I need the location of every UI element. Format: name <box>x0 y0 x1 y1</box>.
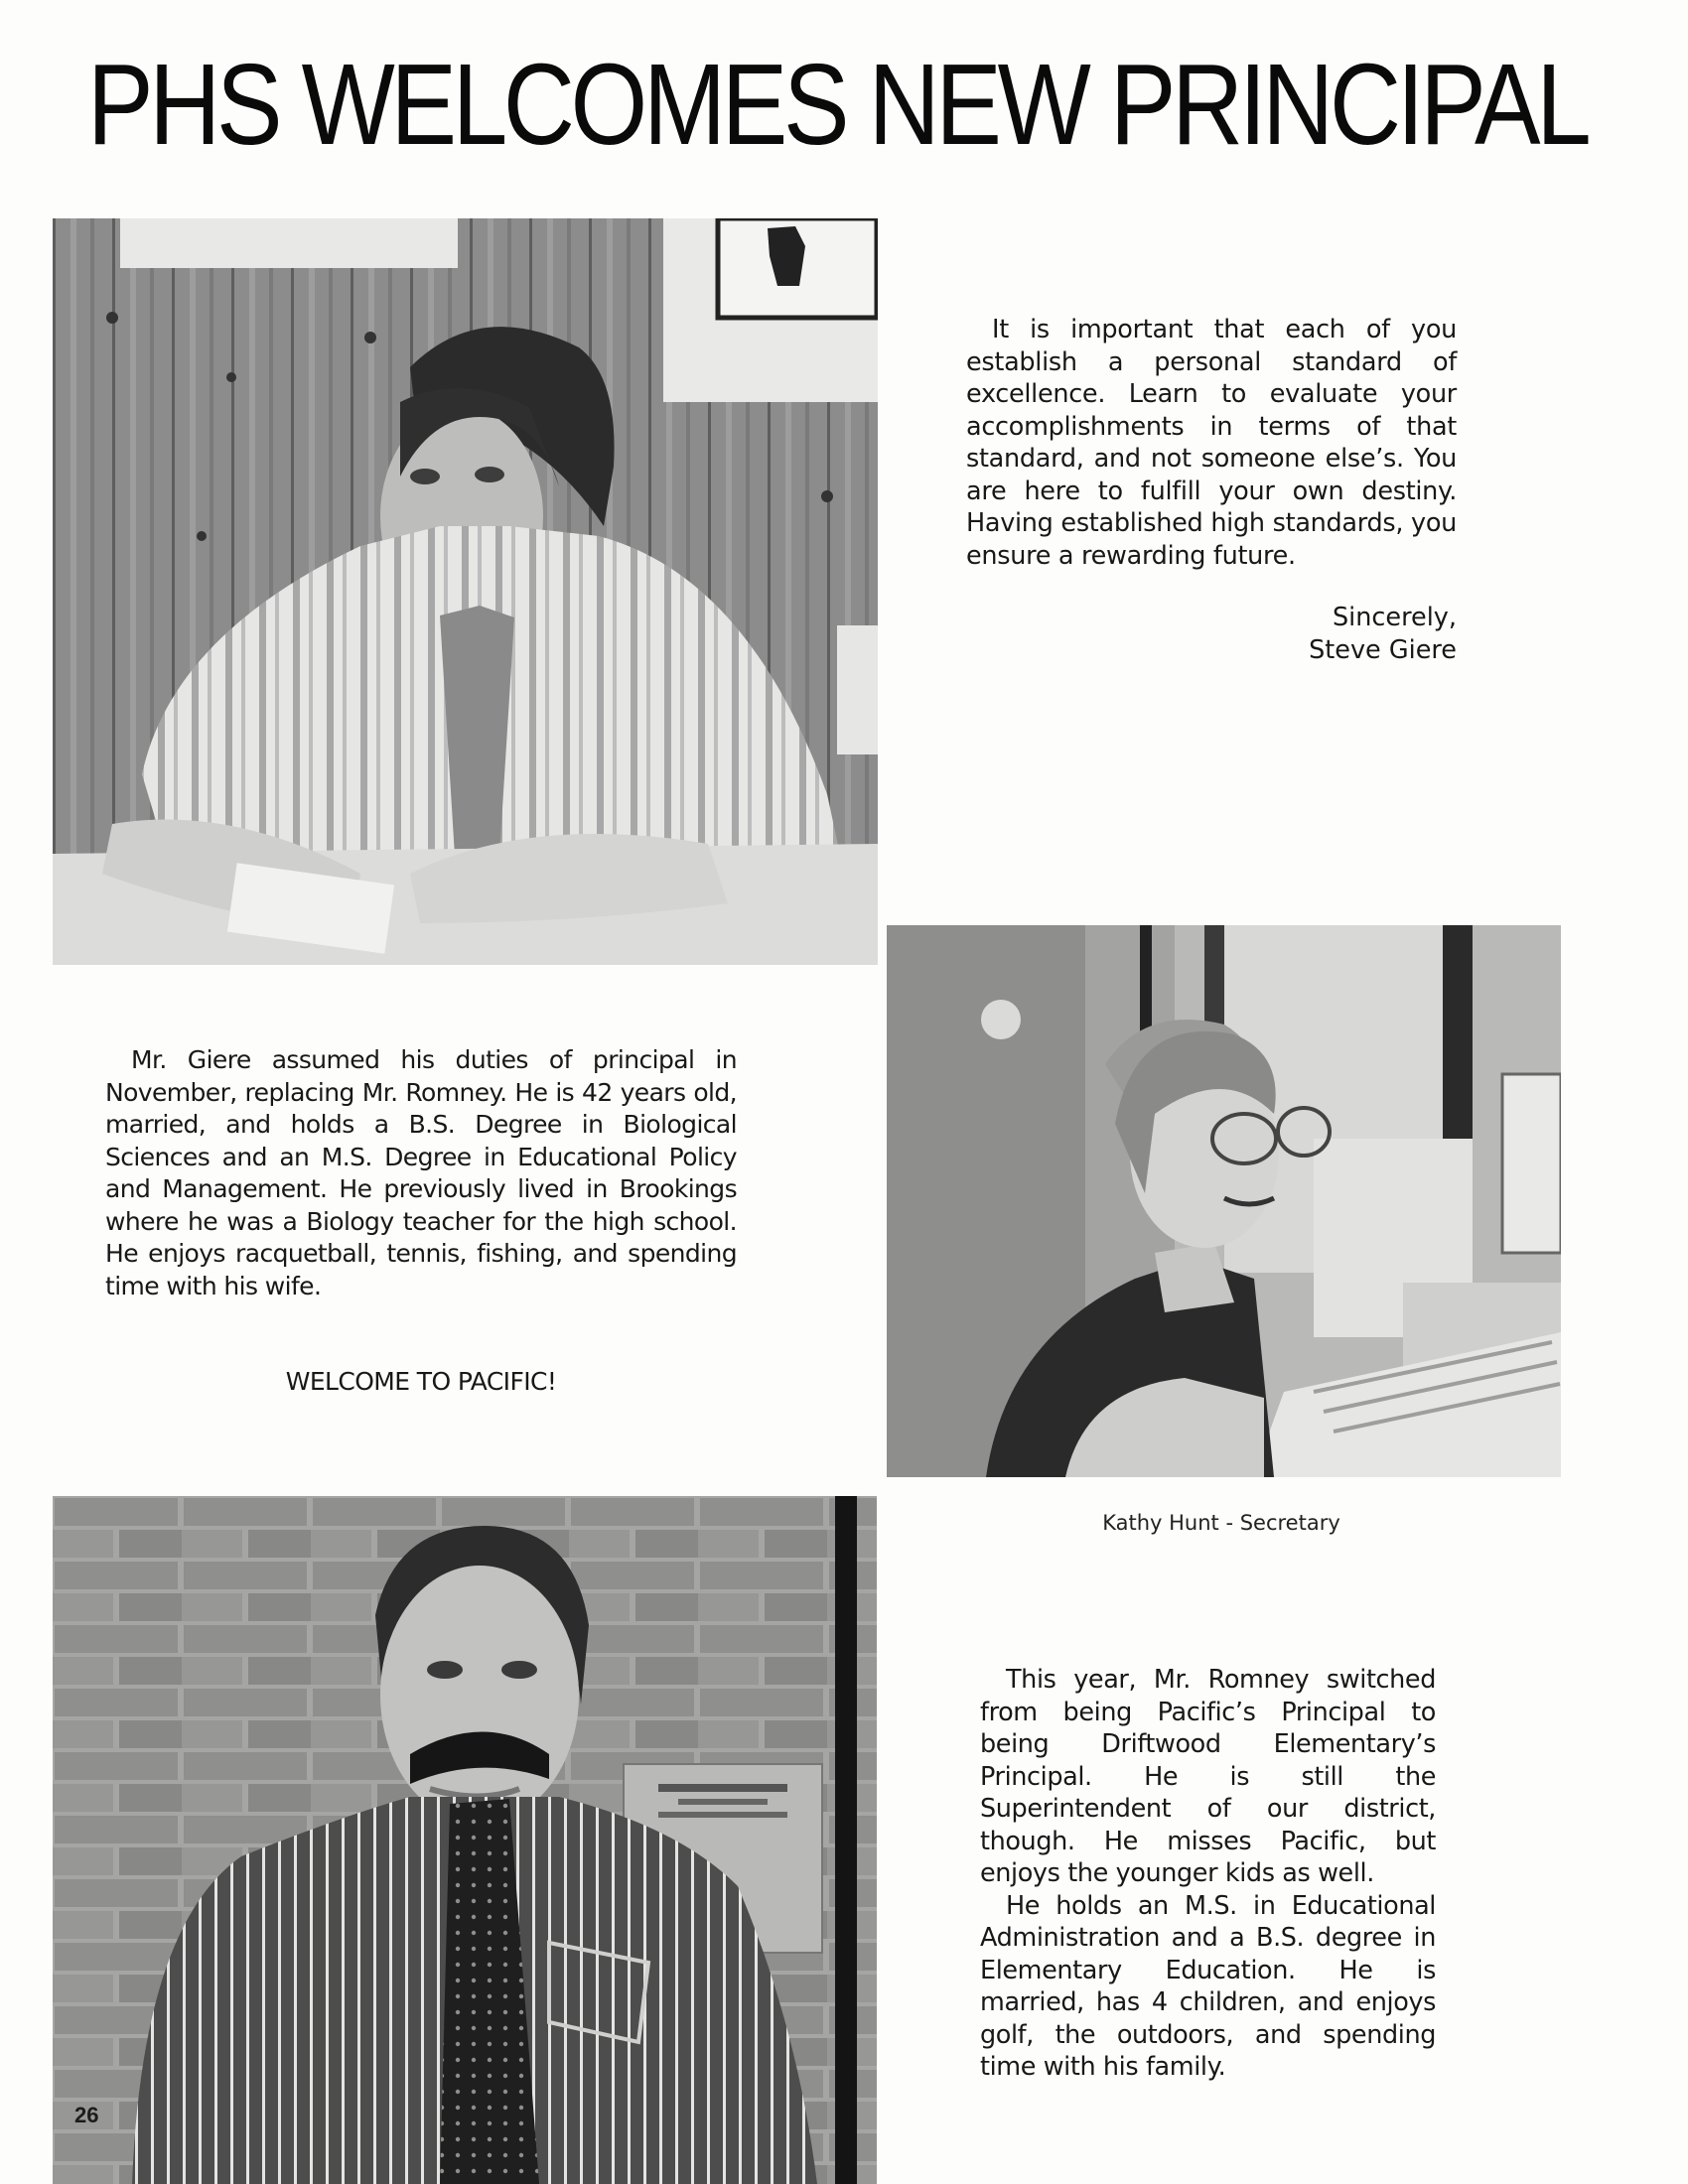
photo-secretary-hunt <box>887 925 1561 1477</box>
letter-body: It is important that each of you establish a personal standard of excellence. Learn to evaluate your accomplishments in terms of that standard, and not someone else’s. You are here to fulfill your own destiny. Having established high standards, you ensure a rewarding future. <box>966 315 1457 571</box>
giere-bio-body: Mr. Giere assumed his duties of principal in November, replacing Mr. Romney. He is 42 years old, married, and holds a B.S. Degree in Biological Sciences and an M.S. Degree in Educational Policy and Management. He previously lived in Brookings where he was a Biology teacher for the high school. He enjoys racquetball, tennis, fishing, and spending time with his wife. <box>105 1045 737 1300</box>
welcome-message: WELCOME TO PACIFIC! <box>285 1367 557 1396</box>
letter-signoff <box>1309 602 1457 666</box>
photo-giere-graphic <box>53 218 878 965</box>
photo-romney-graphic <box>53 1496 877 2184</box>
page-title: PHS WELCOMES NEW PRINCIPAL <box>87 40 1588 169</box>
romney-bio-paragraph-2: He holds an M.S. in Educational Administration and a B.S. degree in Elementary Education. He is married, has 4 children, and enjoys golf, the outdoors, and spending time with his family. <box>980 1890 1436 2082</box>
giere-bio <box>105 1044 737 1302</box>
letter-closing: Sincerely, <box>1332 603 1457 632</box>
letter-signature: Steve Giere <box>1309 634 1457 665</box>
principal-letter <box>966 314 1457 572</box>
photo-mr-romney <box>53 1496 877 2184</box>
photo-hunt-graphic <box>887 925 1561 1477</box>
romney-bio <box>980 1664 1436 2084</box>
romney-bio-paragraph-1: This year, Mr. Romney switched from being Pacific’s Principal to being Driftwood Elementary’s Principal. He is still the Superintendent of our district, though. He misses Pacific, but enjoys the younger kids as well. <box>980 1665 1436 1888</box>
photo-caption-hunt: Kathy Hunt - Secretary <box>1102 1511 1340 1535</box>
page-number: 26 <box>74 2103 99 2127</box>
photo-principal-giere <box>53 218 878 965</box>
